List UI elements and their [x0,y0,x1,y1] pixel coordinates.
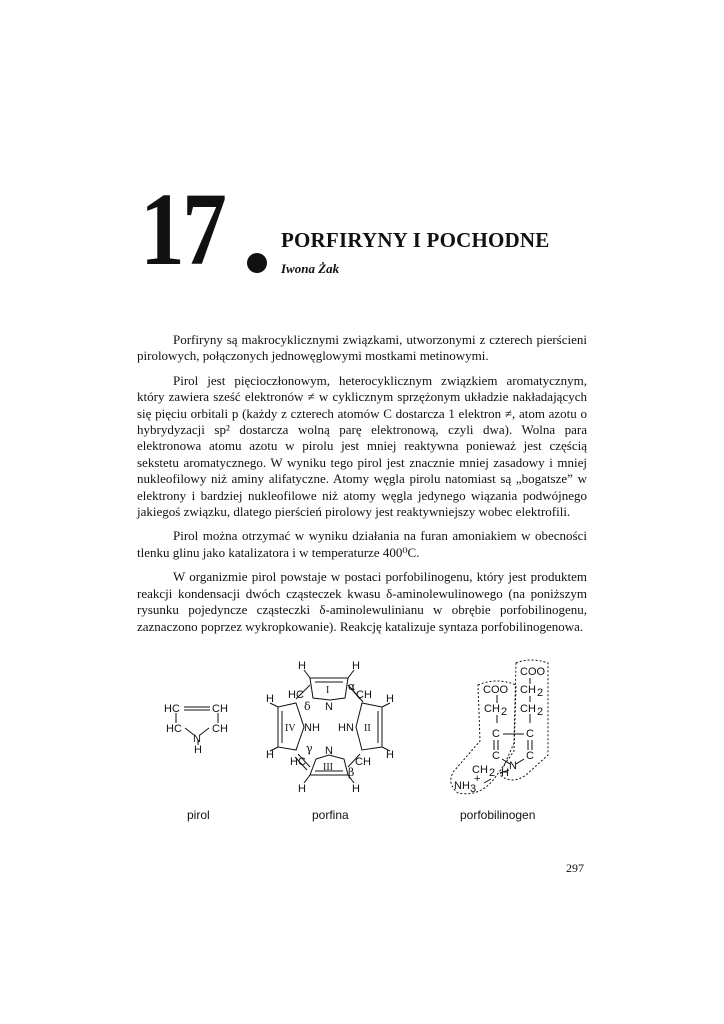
chapter-number: 17 [140,172,225,287]
porphine-n-top: N [325,701,333,713]
pbg-c-upper-left: C [492,728,500,740]
pyrrole-h: H [194,744,202,756]
caption-porfina: porfina [312,808,349,822]
porphine-h: H [386,693,394,705]
pyrrole-hc-top: HC [164,703,180,715]
pbg-h: H [501,767,509,779]
pbg-sub2: 2 [537,706,544,718]
porphine-h: H [266,693,274,705]
chapter-title: PORFIRYNY I POCHODNE [281,228,550,252]
pbg-c-lower-right: C [526,750,534,762]
porphine-ring-ii: II [364,723,371,734]
pbg-sub2: 2 [489,767,496,779]
porphine-h: H [266,749,274,761]
body-text [137,332,587,643]
pbg-sub2: 2 [501,706,508,718]
porphine-n-bottom: N [325,745,333,757]
pbg-ch2-right-2: CH [520,703,536,715]
paragraph-4: W organizmie pirol powstaje w postaci porfobilinogenu, który jest produktem reakcji kondensacji dwóch cząsteczek kwasu δ-aminolewulinowego (na poniższym rysunku pojedyncze cząsteczki δ-aminolewulinianu w obrębie porfobilinogenu, zaznaczono poprzez wykropkowanie). Reakcję katalizuje syntaza porfobilinogenowa. [137,569,587,634]
porphine-alpha: α [348,680,356,693]
porphine-nh: NH [304,722,320,734]
chemical-structures [150,655,590,805]
porphine-h: H [298,783,306,795]
figure [150,655,590,822]
page-number: 297 [566,861,584,875]
pyrrole-ch-top: CH [212,703,228,715]
paragraph-2: Pirol jest pięcioczłonowym, heterocyklicznym związkiem aromatycznym, który zawiera sześć elektronów ≠ w cyklicznym sprzężonym układzie nakładających się pięciu orbitali p (każdy z czterech atomów C dostarcza 1 elektron ≠, atom azotu o hybrydyzacji sp² dostarcza wolną parę elektronową, czyli dwa). Wolna para elektronowa atomu azotu w pirolu jest mniej reaktywna ponieważ jest częścią sekstetu aromatycznego. W wyniku tego pirol jest znacznie mniej zasadowy i mniej nukleofilowy niż aminy alifatyczne. Atomy węgla pirolu natomiast są „bogatsze” w elektrony i bardziej nukleofilowe niż atomy węgla jedynego wiązania podwójnego jakiegoś związku, dlatego pierścień pirolowy jest reaktywniejszy wobec elektrofili. [137,372,587,520]
pbg-plus: + [474,773,481,785]
porphine-ch-alpha: CH [356,689,372,701]
pbg-c-upper-right: C [526,728,534,740]
porphobilinogen-dotted-outlines [451,660,548,794]
pbg-coo-left: COO [483,684,509,696]
pbg-sub3: 3 [470,783,477,795]
porphine-h: H [298,660,306,672]
porphine-h: H [386,749,394,761]
paragraph-3: Pirol można otrzymać w wyniku działania na furan amoniakiem w obecności tlenku glinu jako katalizatora i w temperaturze 400⁰C. [137,528,587,560]
porphine-hn: HN [338,722,354,734]
paragraph-1: Porfiryny są makrocyklicznymi związkami, utworzonymi z czterech pierścieni pirolowych, połączonych jednowęglowymi mostkami metinowymi. [137,332,587,364]
porphine-beta: β [348,766,355,779]
pyrrole-hc-bottom: HC [166,723,182,735]
porphine-h: H [352,783,360,795]
pbg-n: N [509,760,517,772]
pyrrole-ch-bottom: CH [212,723,228,735]
pbg-ch2-ring: CH [472,764,488,776]
porphine-ring-iv: IV [285,723,296,734]
pbg-coo-top: COO [520,666,546,678]
porphine-delta: δ [304,700,311,713]
pbg-c-lower-left: C [492,750,500,762]
chapter-number-dot [247,253,267,273]
porphine-h: H [352,660,360,672]
pbg-ch2-left: CH [484,703,500,715]
porphine-hc-gamma: HC [290,756,306,768]
pbg-nh3: NH [454,780,470,792]
porphine-gamma: γ [306,742,313,755]
porphine-ch-beta: CH [355,756,371,768]
porphine-ring-i: I [326,685,330,696]
pbg-ch2-right-1: CH [520,684,536,696]
caption-porfobilinogen: porfobilinogen [460,808,536,822]
porphine-ring-iii: III [323,762,333,773]
pyrrole-n: N [193,733,201,745]
pbg-sub2: 2 [537,687,544,699]
chapter-author: Iwona Żak [281,261,340,276]
caption-pirol: pirol [187,808,210,822]
porphine-hc-alpha: HC [288,689,304,701]
